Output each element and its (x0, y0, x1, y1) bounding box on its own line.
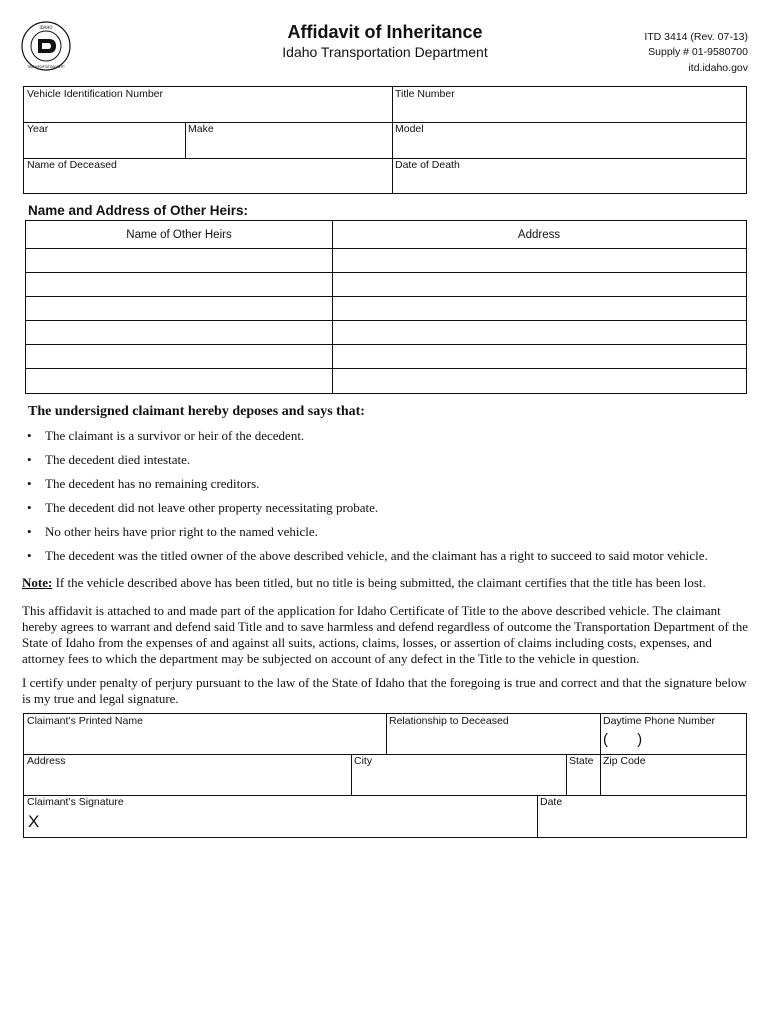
svg-text:IDAHO: IDAHO (39, 25, 53, 30)
signature-label: Claimant’s Signature (27, 796, 124, 808)
heir-address-input[interactable] (332, 272, 746, 296)
bullet-text: No other heirs have prior right to the named vehicle. (45, 524, 318, 539)
statement-bullet: • The decedent was the titled owner of the above described vehicle, and the claimant has a right to succeed to said motor vehicle. (27, 548, 708, 563)
supply-number: Supply # 01-9580700 (648, 46, 748, 58)
zip-code-label: Zip Code (603, 755, 646, 767)
statement-bullet: • The decedent died intestate. (27, 452, 191, 467)
state-label: State (569, 755, 594, 767)
state-field[interactable] (566, 754, 600, 795)
phone-area-code-parens: ( ) (603, 731, 643, 748)
model-label: Model (395, 123, 424, 135)
vin-label: Vehicle Identification Number (27, 88, 163, 100)
website: itd.idaho.gov (688, 62, 748, 74)
relationship-label: Relationship to Deceased (389, 715, 509, 727)
date-of-death-label: Date of Death (395, 159, 460, 171)
statement-bullet: • The claimant is a survivor or heir of the decedent. (27, 428, 305, 443)
heirs-table (25, 220, 747, 394)
vehicle-info-box (23, 86, 747, 194)
bullet-text: The decedent has no remaining creditors. (45, 476, 260, 491)
city-label: City (354, 755, 373, 767)
heir-address-input[interactable] (332, 320, 746, 344)
heir-name-input[interactable] (26, 272, 332, 296)
model-field[interactable] (392, 122, 746, 158)
heir-address-input[interactable] (332, 296, 746, 320)
claimant-info-box (23, 713, 747, 838)
make-field[interactable] (185, 122, 392, 158)
svg-text:TRANSPORTATION DEPT: TRANSPORTATION DEPT (27, 65, 65, 69)
note-label: Note: (22, 575, 53, 590)
make-label: Make (188, 123, 214, 135)
date-label: Date (540, 796, 563, 808)
signature-x-mark: X (28, 812, 40, 831)
form-title: Affidavit of Inheritance (287, 22, 483, 42)
claimant-name-field[interactable] (24, 714, 386, 754)
certification-paragraph: I certify under penalty of perjury pursuant to the law of the State of Idaho that the foregoing is true and correct and that the signature below is my true and legal signature. (22, 675, 747, 706)
heir-address-input[interactable] (332, 368, 746, 393)
heir-name-input[interactable] (26, 344, 332, 368)
itd-logo (20, 20, 72, 72)
statement-bullet: • The decedent has no remaining creditors. (27, 476, 260, 491)
year-label: Year (27, 123, 49, 135)
address-label: Address (27, 755, 66, 767)
claimant-name-label: Claimant’s Printed Name (27, 715, 143, 727)
bullet-text: The decedent did not leave other property necessitating probate. (45, 500, 379, 515)
vin-field[interactable] (24, 87, 392, 122)
bullet-text: The claimant is a survivor or heir of the decedent. (45, 428, 305, 443)
note-paragraph (22, 575, 748, 591)
statement-heading: The undersigned claimant hereby deposes and says that: (28, 404, 365, 419)
city-field[interactable] (351, 754, 566, 795)
zip-code-field[interactable] (600, 754, 746, 795)
heir-name-input[interactable] (26, 248, 332, 272)
date-of-death-field[interactable] (392, 158, 746, 193)
form-number: ITD 3414 (Rev. 07-13) (644, 31, 748, 43)
year-field[interactable] (24, 122, 185, 158)
bullet-text: The decedent died intestate. (45, 452, 191, 467)
phone-field[interactable] (600, 714, 746, 754)
address-field[interactable] (24, 754, 351, 795)
bullet-text: The decedent was the titled owner of the above described vehicle, and the claimant has a right to succeed to said motor vehicle. (45, 548, 708, 563)
deceased-name-field[interactable] (24, 158, 392, 193)
date-field[interactable] (537, 795, 746, 837)
phone-label: Daytime Phone Number (603, 715, 716, 727)
heirs-name-header: Name of Other Heirs (126, 229, 232, 241)
note-text: If the vehicle described above has been titled, but no title is being submitted, the claimant certifies that the title has been lost. (52, 575, 706, 590)
title-number-field[interactable] (392, 87, 746, 122)
statement-bullet: • No other heirs have prior right to the named vehicle. (27, 524, 318, 539)
heirs-address-header: Address (517, 229, 561, 241)
agency-name: Idaho Transportation Department (282, 44, 488, 60)
relationship-field[interactable] (386, 714, 600, 754)
signature-field[interactable] (24, 795, 537, 837)
deceased-name-label: Name of Deceased (27, 159, 117, 171)
title-number-label: Title Number (395, 88, 455, 100)
heir-name-input[interactable] (26, 296, 332, 320)
heir-address-input[interactable] (332, 344, 746, 368)
heir-name-input[interactable] (26, 368, 332, 393)
statement-bullet: • The decedent did not leave other property necessitating probate. (27, 500, 379, 515)
heir-name-input[interactable] (26, 320, 332, 344)
affidavit-paragraph: This affidavit is attached to and made part of the application for Idaho Certificate of Title to the above described vehicle. The claimant hereby agrees to warrant and defend said Title and to save harmless and defend regardless of outcome the Transportation Department of the State of Idaho from the expenses of and against all suits, actions, claims, losses, or assertion of claims including costs, expenses, and attorney fees to which the department may be subjected on account of any defect in the Title to the vehicle in question. (22, 603, 748, 666)
heirs-heading: Name and Address of Other Heirs: (28, 203, 249, 218)
heir-address-input[interactable] (332, 248, 746, 272)
